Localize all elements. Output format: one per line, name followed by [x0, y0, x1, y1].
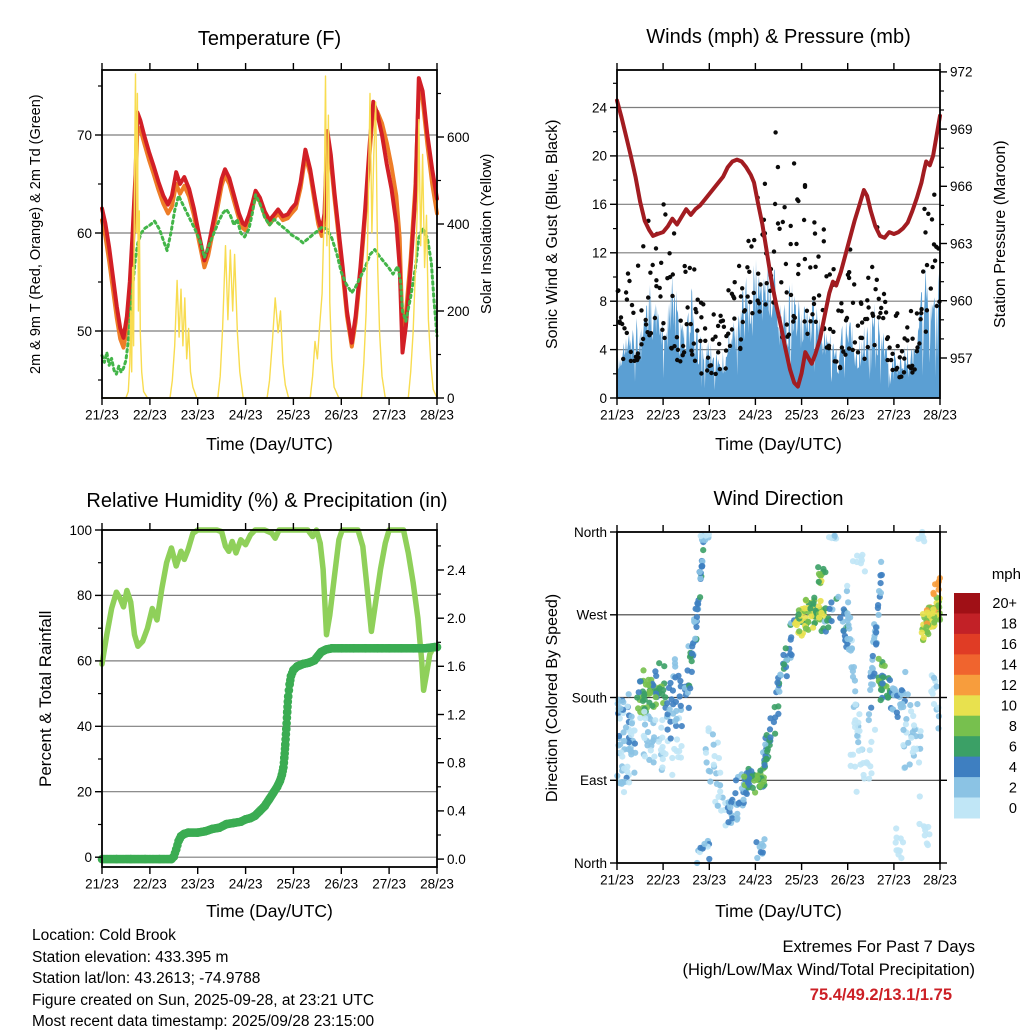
svg-text:23/23: 23/23 [180, 876, 215, 892]
yaxis-label-pressure-right: Station Pressure (Maroon) [992, 140, 1009, 328]
svg-text:12: 12 [591, 245, 607, 261]
svg-text:21/23: 21/23 [600, 872, 634, 888]
svg-text:80: 80 [76, 588, 92, 604]
svg-text:West: West [576, 607, 607, 623]
svg-text:21/23: 21/23 [85, 876, 119, 892]
svg-text:20+: 20+ [992, 596, 1017, 613]
svg-text:25/23: 25/23 [276, 407, 311, 423]
svg-text:972: 972 [950, 64, 973, 80]
xaxis-label-temperature: Time (Day/UTC) [206, 434, 333, 454]
xaxis-label-winds: Time (Day/UTC) [715, 434, 842, 454]
xaxis-label-direction: Time (Day/UTC) [715, 901, 842, 921]
yaxis-label-solar-right: Solar Insolation (Yellow) [478, 153, 495, 315]
extremes-block [575, 936, 975, 1007]
station-latlon: Station lat/lon: 43.2613; -74.9788 [32, 970, 261, 987]
svg-text:22/23: 22/23 [646, 872, 680, 888]
svg-text:0.4: 0.4 [447, 803, 466, 819]
svg-text:27/23: 27/23 [372, 876, 406, 892]
chart-title-winds: Winds (mph) & Pressure (mb) [646, 26, 911, 48]
chart-title-temperature: Temperature (F) [197, 28, 342, 50]
colorbar-title: mph [991, 566, 1021, 583]
svg-text:60: 60 [76, 653, 92, 669]
svg-text:25/23: 25/23 [784, 872, 819, 888]
chart-title-humidity: Relative Humidity (%) & Precipitation (in) [86, 490, 448, 512]
svg-text:2.0: 2.0 [447, 610, 466, 626]
svg-text:26/23: 26/23 [324, 407, 359, 423]
svg-text:North: North [573, 855, 607, 871]
svg-text:26/23: 26/23 [830, 407, 865, 423]
svg-text:18: 18 [1000, 616, 1017, 633]
extremes-values: 75.4/49.2/13.1/1.75 [809, 986, 952, 1004]
svg-text:100: 100 [69, 522, 92, 538]
svg-text:25/23: 25/23 [784, 407, 819, 423]
svg-text:27/23: 27/23 [877, 407, 911, 423]
svg-text:21/23: 21/23 [85, 407, 119, 423]
svg-text:6: 6 [1008, 739, 1017, 756]
svg-text:969: 969 [950, 121, 973, 137]
svg-text:28/23: 28/23 [923, 407, 957, 423]
svg-text:2.4: 2.4 [447, 562, 466, 578]
svg-text:24/23: 24/23 [738, 407, 773, 423]
svg-text:12: 12 [1000, 678, 1017, 695]
svg-text:25/23: 25/23 [276, 876, 311, 892]
svg-text:23/23: 23/23 [180, 407, 215, 423]
svg-text:960: 960 [950, 293, 973, 309]
svg-text:22/23: 22/23 [646, 407, 680, 423]
svg-text:28/23: 28/23 [923, 872, 957, 888]
svg-text:0: 0 [447, 390, 455, 406]
yaxis-label-direction-left: Direction (Colored By Speed) [544, 593, 561, 802]
svg-text:28/23: 28/23 [420, 876, 454, 892]
svg-text:23/23: 23/23 [692, 407, 727, 423]
svg-text:20: 20 [76, 784, 92, 800]
svg-text:16: 16 [591, 197, 607, 213]
svg-text:966: 966 [950, 179, 973, 195]
svg-text:600: 600 [447, 129, 470, 145]
svg-text:23/23: 23/23 [692, 872, 727, 888]
station-location: Location: Cold Brook [32, 927, 176, 944]
svg-text:26/23: 26/23 [830, 872, 865, 888]
speed-colorbar [954, 593, 1017, 819]
yaxis-label-temperature-left: 2m & 9m T (Red, Orange) & 2m Td (Green) [28, 94, 44, 374]
svg-text:North: North [573, 524, 607, 540]
svg-text:963: 963 [950, 236, 973, 252]
yaxis-label-rainfall-left: Percent & Total Rainfall [36, 610, 55, 787]
svg-text:60: 60 [76, 225, 92, 241]
extremes-subheading: (High/Low/Max Wind/Total Precipitation) [682, 961, 975, 979]
svg-text:16: 16 [1000, 637, 1017, 654]
svg-text:200: 200 [447, 303, 470, 319]
svg-text:21/23: 21/23 [600, 407, 634, 423]
svg-text:1.2: 1.2 [447, 707, 466, 723]
svg-text:26/23: 26/23 [324, 876, 359, 892]
svg-text:1.6: 1.6 [447, 659, 466, 675]
direction-plot [572, 525, 957, 888]
temperature-plot [77, 63, 470, 423]
yaxis-label-wind-left: Sonic Wind & Gust (Blue, Black) [544, 119, 561, 349]
svg-text:East: East [579, 773, 607, 789]
svg-text:South: South [571, 690, 607, 706]
svg-text:22/23: 22/23 [133, 876, 167, 892]
svg-text:957: 957 [950, 350, 973, 366]
svg-text:4: 4 [599, 342, 607, 358]
svg-text:14: 14 [1000, 657, 1017, 674]
svg-text:27/23: 27/23 [877, 872, 911, 888]
svg-text:27/23: 27/23 [372, 407, 406, 423]
station-info-block [32, 925, 374, 1033]
extremes-heading: Extremes For Past 7 Days [782, 938, 975, 956]
svg-text:8: 8 [599, 293, 607, 309]
svg-text:0: 0 [84, 849, 92, 865]
svg-text:10: 10 [1000, 698, 1017, 715]
svg-text:28/23: 28/23 [420, 407, 454, 423]
svg-text:0.0: 0.0 [447, 851, 466, 867]
svg-text:0.8: 0.8 [447, 755, 466, 771]
svg-text:24/23: 24/23 [228, 876, 263, 892]
most-recent-data-timestamp: Most recent data timestamp: 2025/09/28 23:15:00 [32, 1013, 375, 1030]
svg-text:24/23: 24/23 [738, 872, 773, 888]
svg-text:20: 20 [591, 148, 607, 164]
svg-text:0: 0 [1008, 800, 1017, 817]
svg-text:8: 8 [1008, 718, 1017, 735]
svg-text:40: 40 [76, 719, 92, 735]
svg-text:2: 2 [1008, 780, 1017, 797]
station-elevation: Station elevation: 433.395 m [32, 948, 229, 966]
winds-plot [592, 63, 973, 423]
svg-text:24: 24 [591, 100, 607, 116]
svg-text:50: 50 [76, 323, 92, 339]
svg-text:22/23: 22/23 [133, 407, 167, 423]
chart-title-direction: Wind Direction [713, 488, 844, 510]
xaxis-label-humidity: Time (Day/UTC) [206, 901, 333, 921]
svg-text:400: 400 [447, 216, 470, 232]
svg-text:24/23: 24/23 [228, 407, 263, 423]
svg-text:0: 0 [599, 390, 607, 406]
svg-text:70: 70 [76, 127, 92, 143]
svg-text:4: 4 [1008, 759, 1017, 776]
humidity-plot [69, 523, 466, 892]
figure-created-timestamp: Figure created on Sun, 2025-09-28, at 23:21 UTC [32, 991, 375, 1009]
